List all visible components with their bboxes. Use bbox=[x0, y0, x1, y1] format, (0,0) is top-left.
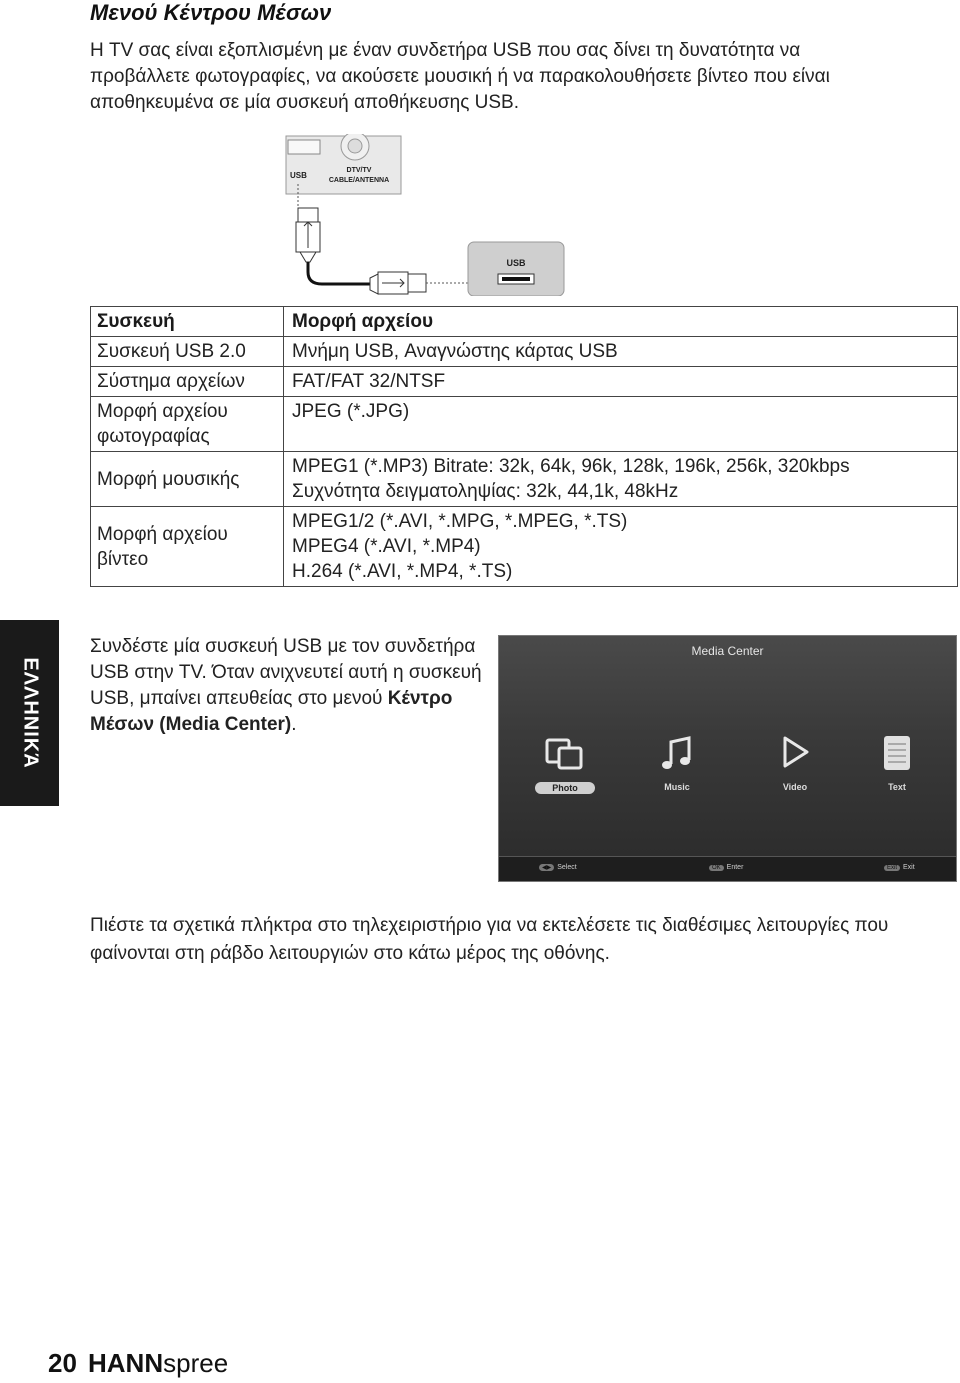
table-row bbox=[91, 367, 958, 397]
tv-usb-label: USB bbox=[290, 171, 307, 180]
ok-key-icon: OK bbox=[709, 865, 724, 871]
media-item-photo[interactable] bbox=[537, 734, 593, 798]
header-device: Συσκευή bbox=[91, 307, 284, 337]
table-row bbox=[91, 507, 958, 587]
music-note-icon bbox=[653, 734, 701, 774]
row-value-line: MPEG1/2 (*.AVI, *.MPG, *.MPEG, *.TS) bbox=[292, 511, 628, 532]
page-title: Μενού Κέντρου Μέσων bbox=[90, 0, 332, 25]
connect-text: Συνδέστε μία συσκευή USB με τον συνδετήρα USB στην TV. Όταν ανιχνευτεί αυτή η συσκευή USB, μπαίνει απευθείας στο μενού bbox=[90, 636, 482, 709]
play-icon bbox=[771, 734, 819, 774]
language-tab-label: ΕΛΛΗΝΙΚΆ bbox=[19, 657, 41, 769]
exit-key-hint bbox=[884, 864, 915, 871]
row-value-line: MPEG4 (*.AVI, *.MP4) bbox=[292, 536, 481, 557]
intro-paragraph: Η TV σας είναι εξοπλισμένη με έναν συνδετήρα USB που σας δίνει τη δυνατότητα να προβάλλετε φωτογραφίες, να ακούσετε μουσική ή να παρακολουθήσετε βίντεο που είναι αποθηκευμένα σε μία συσκευή αποθήκευσης USB. bbox=[90, 40, 830, 113]
row-value: Μνήμη USB, Αναγνώστης κάρτας USB bbox=[284, 337, 958, 367]
row-value bbox=[284, 452, 958, 507]
media-item-label: Text bbox=[888, 782, 906, 792]
select-key-label: Select bbox=[557, 864, 577, 871]
media-item-label: Music bbox=[664, 782, 690, 792]
brand-logo bbox=[88, 1348, 228, 1379]
usb-connection-diagram bbox=[270, 134, 570, 296]
select-key-hint bbox=[539, 864, 577, 871]
connect-paragraph bbox=[90, 634, 482, 738]
enter-key-hint bbox=[709, 864, 743, 871]
connect-end: . bbox=[291, 714, 297, 735]
table-row bbox=[91, 397, 958, 452]
row-label: Συσκευή USB 2.0 bbox=[91, 337, 284, 367]
row-label: Σύστημα αρχείων bbox=[91, 367, 284, 397]
media-center-function-bar bbox=[499, 856, 956, 881]
media-item-label: Photo bbox=[535, 782, 595, 794]
select-key-icon: ◀▶ bbox=[539, 864, 554, 871]
table-row bbox=[91, 337, 958, 367]
media-item-label: Video bbox=[782, 782, 808, 792]
media-item-music[interactable] bbox=[649, 734, 705, 798]
row-value-line: Συχνότητα δειγματοληψίας: 32k, 44,1k, 48kHz bbox=[292, 481, 679, 502]
brand-bold: HANN bbox=[88, 1348, 164, 1378]
usb-device-label: USB bbox=[506, 258, 526, 268]
enter-key-label: Enter bbox=[726, 864, 744, 871]
row-label: Μορφή αρχείου φωτογραφίας bbox=[91, 397, 284, 452]
function-bar-paragraph: Πιέστε τα σχετικά πλήκτρα στο τηλεχειριστήριο για να εκτελέσετε τις διαθέσιμες λειτουργίες που φαίνονται στη ράβδο λειτουργιών στο κάτω μέρος της οθόνης. bbox=[90, 915, 889, 964]
media-item-video[interactable] bbox=[767, 734, 823, 798]
row-value-line: MPEG1 (*.MP3) Bitrate: 32k, 64k, 96k, 128k, 196k, 256k, 320kbps bbox=[292, 456, 850, 477]
connect-bold: Κέντρο Μέσων (Media Center) bbox=[90, 688, 453, 735]
exit-key-icon: Exit bbox=[884, 865, 900, 871]
media-item-text[interactable] bbox=[869, 734, 925, 798]
page-number: 20 bbox=[48, 1348, 77, 1378]
row-label: Μορφή μουσικής bbox=[91, 452, 284, 507]
table-header-row bbox=[91, 307, 958, 337]
exit-key-label: Exit bbox=[903, 864, 915, 871]
row-value bbox=[284, 507, 958, 587]
media-center-screen bbox=[498, 635, 957, 882]
spec-table bbox=[90, 306, 958, 587]
media-center-title: Media Center bbox=[691, 644, 764, 658]
photo-icon bbox=[541, 734, 589, 774]
brand-light: spree bbox=[163, 1348, 229, 1378]
row-value: FAT/FAT 32/NTSF bbox=[284, 367, 958, 397]
text-document-icon bbox=[873, 734, 921, 774]
row-value-line: H.264 (*.AVI, *.MP4, *.TS) bbox=[292, 561, 513, 582]
antenna-label-1: DTV/TV bbox=[346, 167, 372, 174]
row-label: Μορφή αρχείου βίντεο bbox=[91, 507, 284, 587]
language-tab bbox=[0, 620, 59, 806]
header-file-format: Μορφή αρχείου bbox=[284, 307, 958, 337]
row-value: JPEG (*.JPG) bbox=[284, 397, 958, 452]
table-row bbox=[91, 452, 958, 507]
antenna-label-2: CABLE/ANTENNA bbox=[328, 177, 390, 184]
